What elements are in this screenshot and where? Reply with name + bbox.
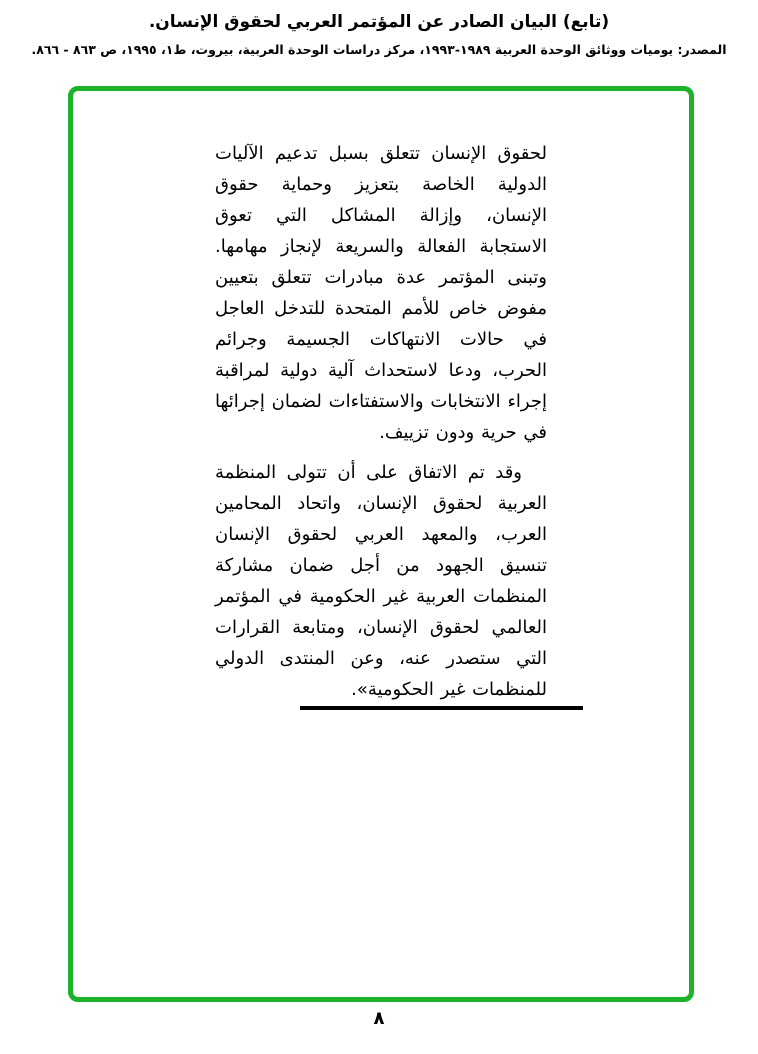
body-text-column — [215, 91, 547, 705]
source-citation: المصدر: يوميات ووثائق الوحدة العربية ١٩٨٩-١٩٩٣، مركز دراسات الوحدة العربية، بيروت، ط١، ١٩٩٥، ص ٨٦٣ - ٨٦٦. — [31, 42, 727, 57]
body-paragraph-1: لحقوق الإنسان تتعلق بسبل تدعيم الآليات الدولية الخاصة بتعزيز وحماية حقوق الإنسان، وإزالة المشاكل التي تعوق الاستجابة الفعالة والسريعة لإنجاز مهامها. وتبنى المؤتمر عدة مبادرات تتعلق بتعيين مفوض خاص للأمم المتحدة للتدخل العاجل في حالات الانتهاكات الجسيمة وجرائم الحرب، ودعا لاستحداث آلية دولية لمراقبة إجراء الانتخابات والاستفتاءات لضمان إجرائها في حرية ودون تزييف. — [215, 143, 547, 443]
content-frame-border — [68, 86, 694, 1002]
body-paragraph-2: وقد تم الاتفاق على أن تتولى المنظمة العربية لحقوق الإنسان، واتحاد المحامين العرب، والمعهد العربي لحقوق الإنسان تنسيق الجهود من أجل ضمان مشاركة المنظمات العربية غير الحكومية في المؤتمر العالمي لحقوق الإنسان، ومتابعة القرارات التي ستصدر عنه، وعن المنتدى الدولي للمنظمات غير الحكومية». — [215, 462, 547, 700]
document-header — [0, 10, 758, 59]
document-title: (تابع) البيان الصادر عن المؤتمر العربي لحقوق الإنسان. — [148, 12, 610, 32]
page-number: ٨ — [373, 1008, 385, 1029]
section-divider-rule — [300, 706, 583, 710]
